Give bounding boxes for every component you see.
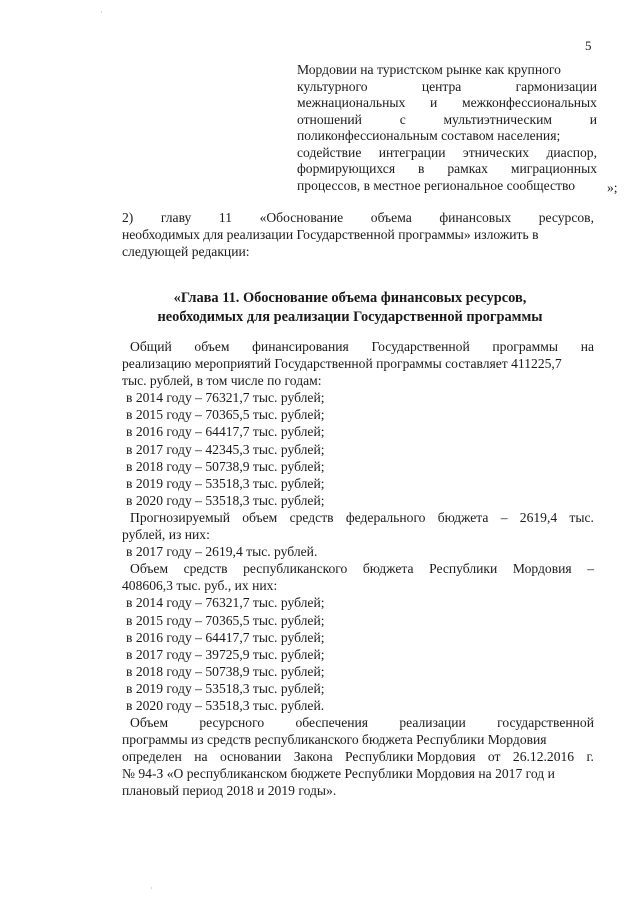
total-year-item: в 2020 году – 53518,3 тыс. рублей; <box>126 492 325 508</box>
word: Государственной <box>371 339 470 354</box>
word: Мордовии на туристском рынке как крупного <box>297 62 561 77</box>
word: средств <box>289 509 334 525</box>
word: 11 <box>218 210 232 225</box>
quoted-line <box>297 95 597 112</box>
word: бюджета <box>362 561 414 577</box>
quoted-line <box>297 145 597 162</box>
amendment-line <box>122 227 594 244</box>
republic-year-item: в 2020 году – 53518,3 тыс. рублей. <box>126 697 325 713</box>
word: федерального <box>345 509 426 525</box>
word: межнациональных <box>297 95 406 110</box>
word: формирующихся <box>297 161 396 176</box>
word: на <box>194 749 208 765</box>
total-year-item: в 2015 году – 70365,5 тыс. рублей; <box>126 407 325 423</box>
word: интеграции <box>378 144 446 160</box>
word: Объем <box>130 561 169 577</box>
chapter-heading <box>110 289 590 327</box>
total-funding-line <box>122 355 594 372</box>
word: 26.12.2016 <box>512 749 575 765</box>
word: отношений <box>297 111 362 127</box>
word: бюджета <box>437 509 489 525</box>
quoted-line <box>297 62 597 79</box>
quoted-line <box>297 178 597 195</box>
republic-funding-line <box>122 560 594 577</box>
word: диаспор, <box>546 144 597 160</box>
quoted-line <box>297 112 597 129</box>
word: и <box>589 111 597 127</box>
word: культурного <box>297 78 368 94</box>
closing-quote: »; <box>607 180 618 195</box>
amendment-paragraph <box>122 210 594 260</box>
word: средств <box>183 561 228 577</box>
total-funding-line <box>122 338 594 355</box>
word: республиканского <box>243 561 348 577</box>
resource-line <box>122 765 594 782</box>
total-year-item: в 2018 году – 50738,9 тыс. рублей; <box>126 458 325 474</box>
word: от <box>487 749 501 765</box>
republic-year-item: в 2017 году – 39725,9 тыс. рублей; <box>126 646 325 662</box>
total-year-item: в 2014 году – 76321,7 тыс. рублей; <box>126 390 325 406</box>
total-year-item: в 2016 году – 64417,7 тыс. рублей; <box>126 424 325 440</box>
word: объем <box>194 339 230 354</box>
word: Закона <box>293 749 333 765</box>
scan-speck: · <box>150 884 153 893</box>
word: – <box>500 509 508 525</box>
word: финансовых <box>439 210 512 225</box>
word: реализации <box>399 715 466 731</box>
republic-year-item: в 2015 году – 70365,5 тыс. рублей; <box>126 612 325 628</box>
word: гармонизации <box>515 78 597 94</box>
word: Республики <box>429 561 498 577</box>
word: и <box>430 95 438 110</box>
resource-line <box>122 714 594 731</box>
word: межконфессиональных <box>462 95 597 110</box>
word: объем <box>242 509 278 525</box>
resource-line <box>122 731 594 748</box>
chapter-body <box>122 338 594 800</box>
word: на <box>580 339 594 354</box>
amendment-line: следующей редакции: <box>122 243 250 259</box>
resource-line: плановый период 2018 и 2019 годы». <box>122 783 337 799</box>
word: государственной <box>497 715 594 731</box>
word: программы <box>492 339 559 354</box>
word: необходимых для реализации Государственной программы» изложить в <box>122 226 539 242</box>
quoted-text-block <box>297 62 597 194</box>
word: – <box>587 561 594 577</box>
word: содействие <box>297 144 362 160</box>
total-year-item: в 2017 году – 42345,3 тыс. рублей; <box>126 441 325 457</box>
republic-year-item: в 2016 году – 64417,7 тыс. рублей; <box>126 629 325 645</box>
resource-line <box>122 748 594 765</box>
word: программы из средств республиканского бюджета Республики Мордовия <box>122 732 547 748</box>
quoted-line <box>297 161 597 178</box>
page-number: 5 <box>585 38 592 53</box>
word: 2) <box>122 210 134 225</box>
word: процессов, в местное региональное сообщество <box>297 177 576 193</box>
word: тыс. <box>569 509 594 525</box>
republic-year-item: в 2014 году – 76321,7 тыс. рублей; <box>126 595 325 611</box>
republic-year-item: в 2019 году – 53518,3 тыс. рублей; <box>126 680 325 696</box>
total-funding-line: тыс. рублей, в том числе по годам: <box>122 373 322 389</box>
republic-year-item: в 2018 году – 50738,9 тыс. рублей; <box>126 663 325 679</box>
scan-speck: · <box>100 8 103 17</box>
word: мультиэтническим <box>443 111 552 127</box>
word: реализацию мероприятий Государственной программы составляет 411225,7 <box>122 356 562 372</box>
word: Прогнозируемый <box>130 509 230 525</box>
federal-funding-line: рублей, из них: <box>122 527 210 543</box>
word: миграционных <box>510 161 597 176</box>
word: определен <box>122 749 182 765</box>
word: поликонфессиональным составом населения; <box>297 128 561 143</box>
word: 2619,4 <box>519 509 558 525</box>
republic-funding-line: 408606,3 тыс. руб., их них: <box>122 578 278 594</box>
quoted-line <box>297 128 597 145</box>
federal-year-item: в 2017 году – 2619,4 тыс. рублей. <box>126 544 318 560</box>
word: Общий <box>130 339 172 354</box>
word: с <box>399 111 406 127</box>
word: в <box>417 161 425 176</box>
chapter-heading-line-2: необходимых для реализации Государственной программы <box>157 309 543 325</box>
word: Объем <box>130 715 169 731</box>
word: объема <box>370 210 412 225</box>
word: г. <box>586 749 594 765</box>
amendment-line <box>122 210 594 227</box>
word: рамках <box>447 161 488 176</box>
word: «Обоснование <box>259 210 344 225</box>
word: финансирования <box>252 339 349 354</box>
word: № 94-З «О республиканском бюджете Республики Мордовия на 2017 год и <box>122 766 555 782</box>
chapter-heading-line-1: «Глава 11. Обоснование объема финансовых ресурсов, <box>173 290 527 306</box>
quoted-line <box>297 79 597 96</box>
word: обеспечения <box>295 715 369 731</box>
word: основании <box>219 749 282 765</box>
word: центра <box>421 78 462 94</box>
total-year-item: в 2019 году – 53518,3 тыс. рублей; <box>126 475 325 491</box>
word: ресурсов, <box>538 210 594 225</box>
word: этнических <box>462 144 530 160</box>
word: ресурсного <box>199 715 265 731</box>
federal-funding-line <box>122 509 594 526</box>
word: Мордовия <box>512 561 572 577</box>
word: Республики Мордовия <box>345 749 476 765</box>
word: главу <box>160 210 192 225</box>
